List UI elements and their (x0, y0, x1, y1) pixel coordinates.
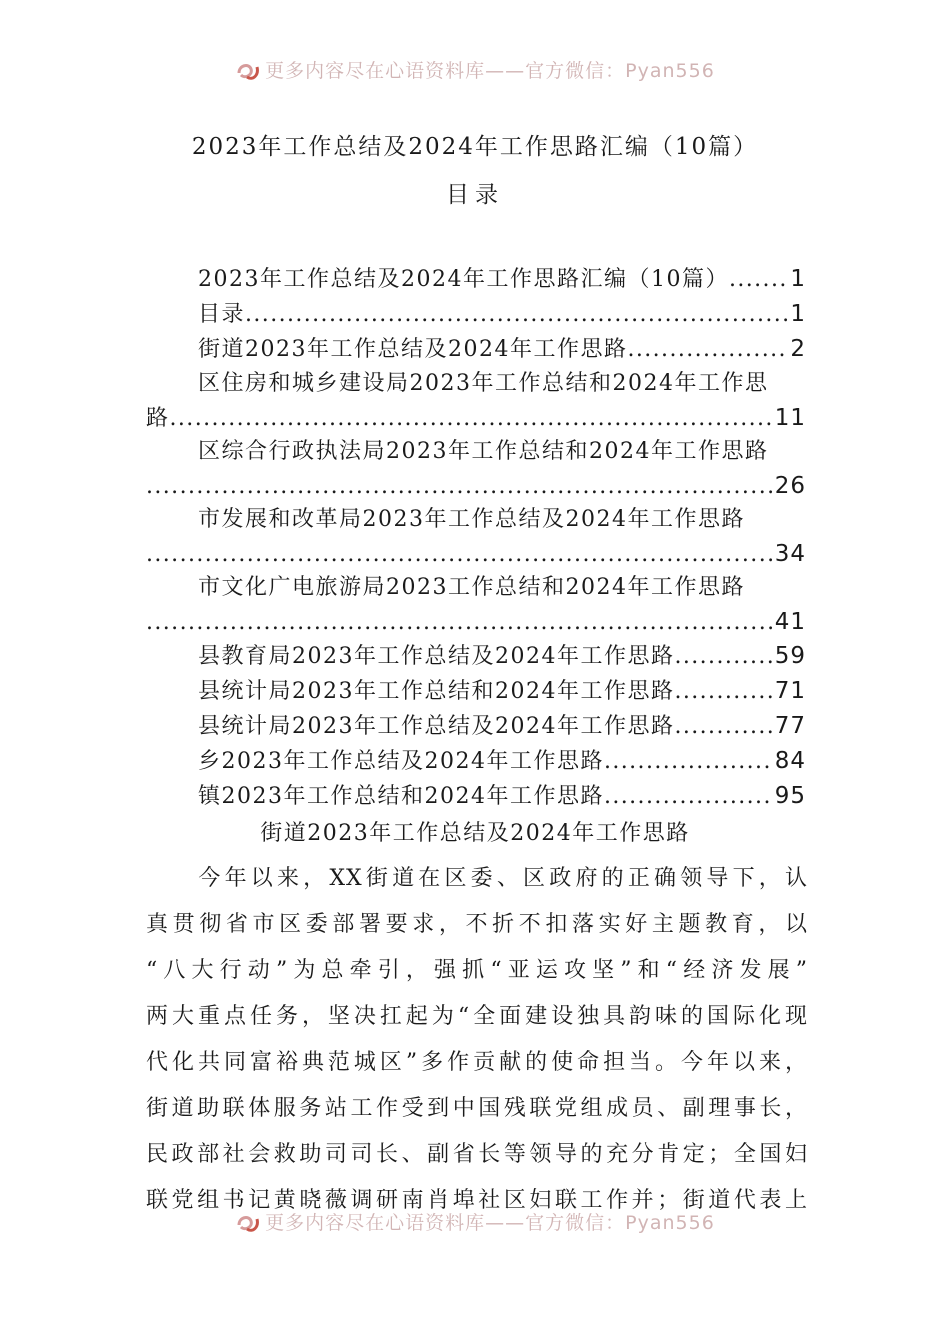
toc-entry-page: 84 (774, 748, 806, 774)
toc-entry[interactable] (146, 639, 806, 674)
toc-entry-page: 11 (774, 405, 806, 431)
toc-entry-page: 95 (774, 783, 806, 809)
toc-entry[interactable] (146, 332, 806, 367)
leader-dots (674, 674, 772, 709)
toc-entry-title: 乡2023年工作总结及2024年工作思路 (198, 749, 604, 774)
toc-entry[interactable] (146, 367, 806, 435)
toc-entry-page: 34 (774, 541, 806, 567)
toc-entry-page: 2 (790, 336, 806, 362)
toc-entry-title: 市发展和改革局2023年工作总结及2024年工作思路 (198, 507, 745, 532)
toc-entry-page: 1 (790, 266, 806, 292)
leader-dots (604, 744, 773, 779)
toc-entry-title-cont: 路 (146, 406, 170, 431)
toc-entry-title: 街道2023年工作总结及2024年工作思路 (198, 337, 628, 362)
watermark-text: 更多内容尽在心语资料库——官方微信：Pyan556 (265, 60, 715, 82)
toc-entry-page: 41 (774, 609, 806, 635)
body-line: “八大行动”为总牵引，强抓“亚运攻坚”和“经济发展” (146, 958, 808, 983)
watermark-top (0, 56, 950, 83)
toc-entry[interactable] (146, 571, 806, 639)
toc-entry-title: 2023年工作总结及2024年工作思路汇编（10篇） (198, 267, 729, 292)
leader-dots (674, 709, 772, 744)
toc-entry[interactable] (146, 503, 806, 571)
toc-entry-page: 77 (774, 713, 806, 739)
leader-dots (674, 639, 772, 674)
logo-icon (235, 61, 261, 83)
toc-entry-title: 区综合行政执法局2023年工作总结和2024年工作思路 (198, 439, 769, 464)
leader-dots (146, 538, 773, 571)
section-body (146, 856, 808, 1224)
body-line: 两大重点任务，坚决扛起为“全面建设独具韵味的国际化现 (146, 1004, 808, 1029)
body-line: 今年以来，XX街道在区委、区政府的正确领导下，认 (146, 866, 808, 891)
body-line: 民政部社会救助司司长、副省长等领导的充分肯定；全国妇 (146, 1142, 808, 1167)
body-line: 街道助联体服务站工作受到中国残联党组成员、副理事长， (146, 1096, 808, 1121)
leader-dots (146, 470, 773, 503)
watermark-text: 更多内容尽在心语资料库——官方微信：Pyan556 (265, 1212, 715, 1234)
body-line: 代化共同富裕典范城区”多作贡献的使命担当。今年以来， (146, 1050, 808, 1075)
toc-entry[interactable] (146, 674, 806, 709)
toc-entry[interactable] (146, 297, 806, 332)
watermark-bottom (0, 1208, 950, 1235)
toc-entry[interactable] (146, 744, 806, 779)
toc-entry-page: 71 (774, 678, 806, 704)
leader-dots (146, 606, 773, 639)
toc-entry[interactable] (146, 435, 806, 503)
leader-dots (729, 262, 788, 297)
table-of-contents (146, 262, 806, 814)
toc-entry-title: 镇2023年工作总结和2024年工作思路 (198, 784, 604, 809)
section-title: 街道2023年工作总结及2024年工作思路 (260, 821, 690, 846)
leader-dots (604, 779, 773, 814)
toc-entry[interactable] (146, 779, 806, 814)
leader-dots (170, 402, 773, 435)
toc-entry-title: 县统计局2023年工作总结和2024年工作思路 (198, 679, 675, 704)
leader-dots (245, 297, 788, 332)
toc-entry-page: 1 (790, 301, 806, 327)
body-line: 联党组书记黄晓薇调研南肖埠社区妇联工作并；街道代表上 (146, 1188, 808, 1213)
body-line: 真贯彻省市区委部署要求，不折不扣落实好主题教育，以 (146, 912, 808, 937)
toc-entry-title: 目录 (198, 302, 246, 327)
leader-dots (627, 332, 788, 367)
toc-entry[interactable] (146, 709, 806, 744)
document-title: 2023年工作总结及2024年工作思路汇编（10篇） (191, 134, 759, 160)
toc-entry-title: 县统计局2023年工作总结及2024年工作思路 (198, 714, 675, 739)
toc-entry-page: 26 (774, 473, 806, 499)
logo-icon (235, 1213, 261, 1235)
toc-heading: 目录 (446, 182, 504, 208)
toc-entry-title: 县教育局2023年工作总结及2024年工作思路 (198, 644, 675, 669)
toc-entry-page: 59 (774, 643, 806, 669)
toc-entry[interactable] (146, 262, 806, 297)
toc-entry-title: 市文化广电旅游局2023工作总结和2024年工作思路 (198, 575, 745, 600)
toc-entry-title: 区住房和城乡建设局2023年工作总结和2024年工作思 (198, 371, 769, 396)
